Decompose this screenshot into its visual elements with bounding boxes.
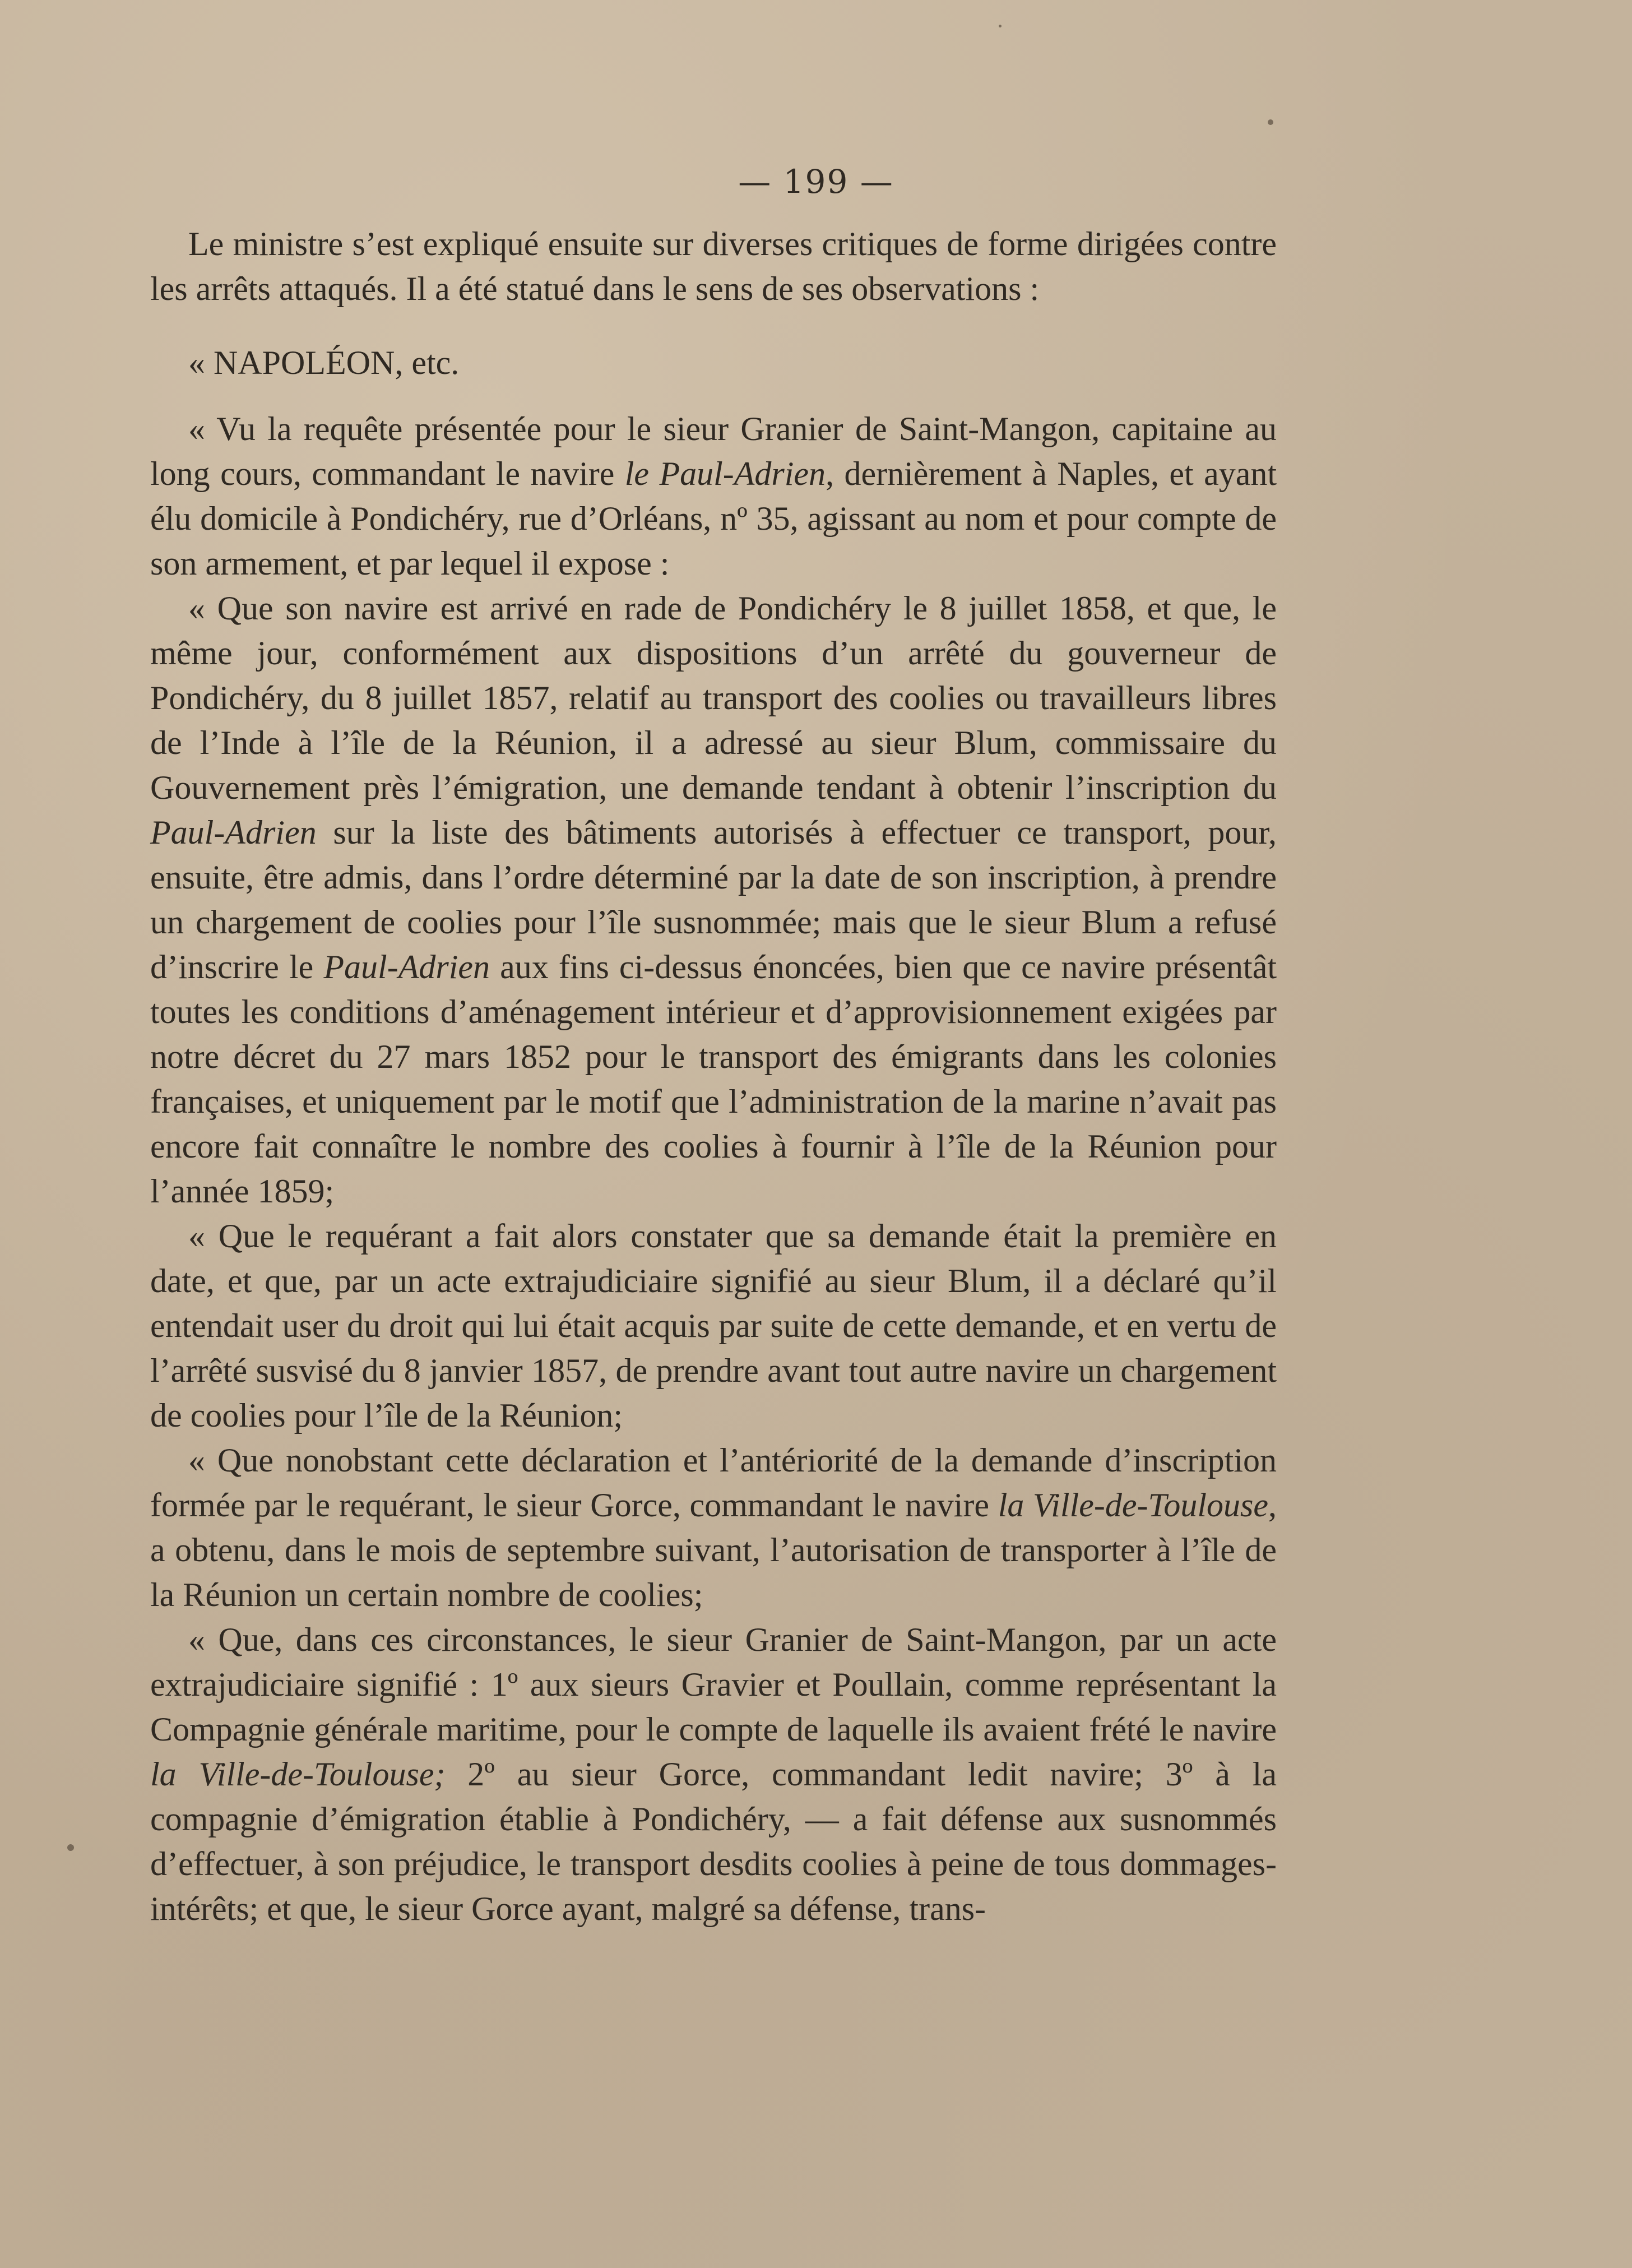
paper-speck <box>67 1844 74 1851</box>
paragraph <box>150 1438 1277 1617</box>
italic-title: le Paul-Adrien <box>624 455 826 492</box>
paragraph <box>150 586 1277 1214</box>
page-number: — 199 — <box>738 163 894 201</box>
text-run: « Vu la requête présentée pour le sieur Granier de Saint-Mangon, capitaine au long cours, commandant le navire <box>150 410 1277 492</box>
italic-title: Paul-Adrien <box>150 814 317 851</box>
text-run: Le ministre s’est expliqué ensuite sur diverses critiques de forme dirigées contre les arrêts attaqués. Il a été statué dans le sens de ses observations : <box>150 225 1277 307</box>
paragraph <box>150 1617 1277 1931</box>
text-run: « Que son navire est arrivé en rade de Pondichéry le 8 juillet 1858, et que, le même jour, conformément aux dispositions d’un arrêté du gouverneur de Pondichéry, du 8 juillet 1857, relatif au transport des coolies ou travailleurs libres de l’Inde à l’île de la Réunion, il a adressé au sieur Blum, commissaire du Gouvernement près l’émigration, une demande tendant à obtenir l’inscription du <box>150 590 1277 806</box>
text-run: sur la liste des bâtiments autorisés à effectuer ce transport, pour, ensuite, être admis, dans l’ordre déterminé par la date de son inscription, à prendre un chargement de coolies pour l’île susnommée; mais que le sieur Blum a refusé d’inscrire le <box>150 814 1277 985</box>
paragraph-heading <box>150 340 1277 385</box>
paragraph <box>150 406 1277 586</box>
body-text <box>150 221 1277 1931</box>
text-run: « Que nonobstant cette déclaration et l’antériorité de la demande d’inscription formée par le requérant, le sieur Gorce, commandant le navire <box>150 1442 1277 1524</box>
paragraph <box>150 1214 1277 1438</box>
italic-title: la Ville-de-Toulouse <box>998 1487 1268 1524</box>
text-run: « NAPOLÉON, etc. <box>188 344 460 381</box>
text-run: , dernièrement à Naples, et ayant élu domicile à Pondichéry, rue d’Orléans, nº 35, agissant au nom et pour compte de son armement, et par lequel il expose : <box>150 455 1277 582</box>
text-run: « Que le requérant a fait alors constater que sa demande était la première en date, et que, par un acte extrajudiciaire signifié au sieur Blum, il a déclaré qu’il entendait user du droit qui lui était acquis par suite de cette demande, et en vertu de l’arrêté susvisé du 8 janvier 1857, de prendre avant tout autre navire un chargement de coolies pour l’île de la Réunion; <box>150 1218 1277 1434</box>
text-run: , a obtenu, dans le mois de septembre suivant, l’autorisation de transporter à l’île de la Réunion un certain nombre de coolies; <box>150 1487 1277 1613</box>
italic-title: Paul-Adrien <box>323 948 490 985</box>
paper-speck <box>1268 119 1273 125</box>
paper-speck <box>999 25 1002 27</box>
italic-title: la Ville-de-Toulouse; <box>150 1756 446 1793</box>
text-run: « Que, dans ces circonstances, le sieur Granier de Saint-Mangon, par un acte extrajudiciaire signifié : 1º aux sieurs Gravier et Poullain, comme représentant la Compagnie générale maritime, pour le compte de laquelle ils avaient frété le navire <box>150 1621 1277 1748</box>
text-run: aux fins ci-dessus énoncées, bien que ce navire présentât toutes les conditions d’aménagement intérieur et d’approvisionnement exigées par notre décret du 27 mars 1852 pour le transport des émigrants dans les colonies françaises, et uniquement par le motif que l’administration de la marine n’avait pas encore fait connaître le nombre des coolies à fournir à l’île de la Réunion pour l’année 1859; <box>150 948 1277 1210</box>
paragraph <box>150 221 1277 311</box>
text-run: 2º au sieur Gorce, commandant ledit navire; 3º à la compagnie d’émigration établie à Pondichéry, — a fait défense aux susnommés d’effectuer, à son préjudice, le transport desdits coolies à peine de tous dommages-intérêts; et que, le sieur Gorce ayant, malgré sa défense, trans- <box>150 1756 1277 1927</box>
